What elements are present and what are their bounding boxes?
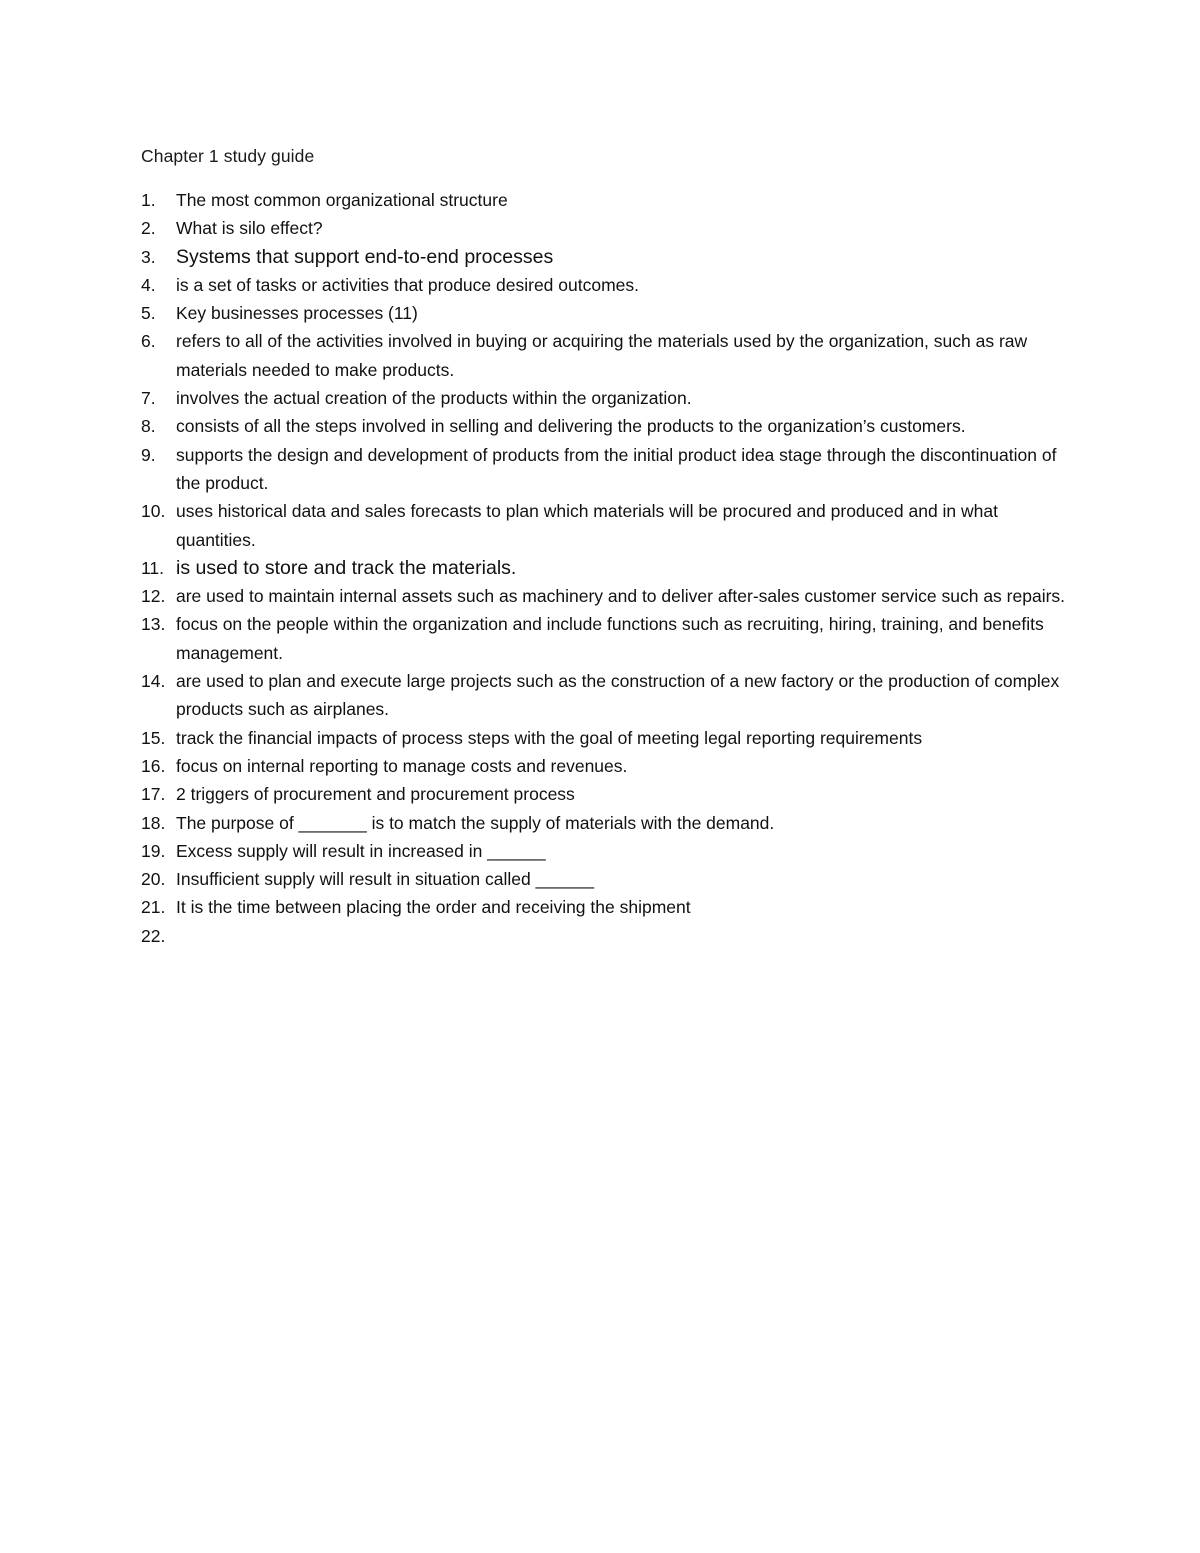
- question-number: 13.: [141, 614, 166, 635]
- question-item-12: [141, 582, 1071, 610]
- question-item-4: [141, 271, 1071, 299]
- question-text: involves the actual creation of the products within the organization.: [176, 388, 692, 409]
- question-text: The most common organizational structure: [176, 190, 508, 210]
- question-item-16: [141, 752, 1071, 780]
- question-number: 1.: [141, 190, 156, 210]
- question-item-5: [141, 299, 1071, 327]
- question-text: focus on the people within the organization and include functions such as recruiting, hiring, training, and benefits management.: [176, 614, 1044, 663]
- question-list: [141, 186, 1071, 946]
- question-number: 22.: [141, 925, 166, 946]
- question-number: 5.: [141, 303, 156, 324]
- question-text: What is silo effect?: [176, 218, 323, 239]
- question-item-8: [141, 412, 1071, 440]
- question-item-20: [141, 865, 1071, 893]
- question-text: are used to maintain internal assets such as machinery and to deliver after-sales customer service such as repairs.: [176, 586, 1066, 607]
- question-item-18: [141, 809, 1071, 837]
- question-number: 7.: [141, 388, 156, 409]
- question-item-9: [141, 441, 1071, 498]
- question-item-11: [141, 554, 1071, 582]
- question-text: are used to plan and execute large projects such as the construction of a new factory or the production of complex products such as airplanes.: [176, 671, 1060, 720]
- question-text: uses historical data and sales forecasts to plan which materials will be procured and produced and in what quantities.: [176, 501, 998, 550]
- question-number: 2.: [141, 218, 156, 239]
- question-number: 19.: [141, 840, 166, 861]
- question-text: is used to store and track the materials.: [176, 556, 517, 579]
- question-number: 4.: [141, 274, 156, 295]
- question-text: Systems that support end-to-end processes: [176, 245, 554, 268]
- question-item-1: [141, 186, 1071, 214]
- question-item-7: [141, 384, 1071, 412]
- page-title: Chapter 1 study guide: [141, 146, 315, 166]
- question-item-6: [141, 327, 1071, 384]
- question-item-14: [141, 667, 1071, 724]
- question-number: 18.: [141, 812, 166, 833]
- question-number: 12.: [141, 586, 166, 607]
- question-item-15: [141, 724, 1071, 752]
- question-number: 10.: [141, 501, 166, 522]
- question-item-17: [141, 780, 1071, 808]
- question-item-21: [141, 893, 1071, 921]
- question-text: Excess supply will result in increased in ______: [176, 840, 546, 861]
- question-text: consists of all the steps involved in selling and delivering the products to the organization’s customers.: [176, 416, 966, 437]
- question-text: focus on internal reporting to manage costs and revenues.: [176, 755, 628, 776]
- question-number: 14.: [141, 671, 166, 692]
- question-text: supports the design and development of products from the initial product idea stage through the discontinuation of the product.: [176, 444, 1057, 493]
- question-item-19: [141, 837, 1071, 865]
- question-number: 15.: [141, 727, 166, 748]
- question-number: 6.: [141, 331, 156, 352]
- question-item-2: [141, 214, 1071, 242]
- question-item-10: [141, 497, 1071, 554]
- question-number: 21.: [141, 897, 166, 918]
- question-item-3: [141, 243, 1071, 271]
- question-text: is a set of tasks or activities that produce desired outcomes.: [176, 274, 639, 295]
- question-text: It is the time between placing the order and receiving the shipment: [176, 897, 691, 918]
- question-number: 8.: [141, 416, 156, 437]
- question-text: track the financial impacts of process steps with the goal of meeting legal reporting requirements: [176, 727, 923, 748]
- question-number: 20.: [141, 869, 166, 890]
- question-number: 16.: [141, 755, 166, 776]
- question-text: Key businesses processes (11): [176, 303, 418, 324]
- question-text: The purpose of _______ is to match the supply of materials with the demand.: [176, 812, 775, 833]
- question-item-13: [141, 610, 1071, 667]
- question-text: 2 triggers of procurement and procurement process: [176, 784, 575, 805]
- question-number: 17.: [141, 784, 166, 805]
- question-number: 3.: [141, 246, 156, 267]
- question-number: 9.: [141, 444, 156, 465]
- question-number: 11.: [141, 557, 165, 578]
- question-text: Insufficient supply will result in situation called ______: [176, 869, 594, 890]
- question-text: refers to all of the activities involved in buying or acquiring the materials used by the organization, such as raw materials needed to make products.: [176, 331, 1028, 380]
